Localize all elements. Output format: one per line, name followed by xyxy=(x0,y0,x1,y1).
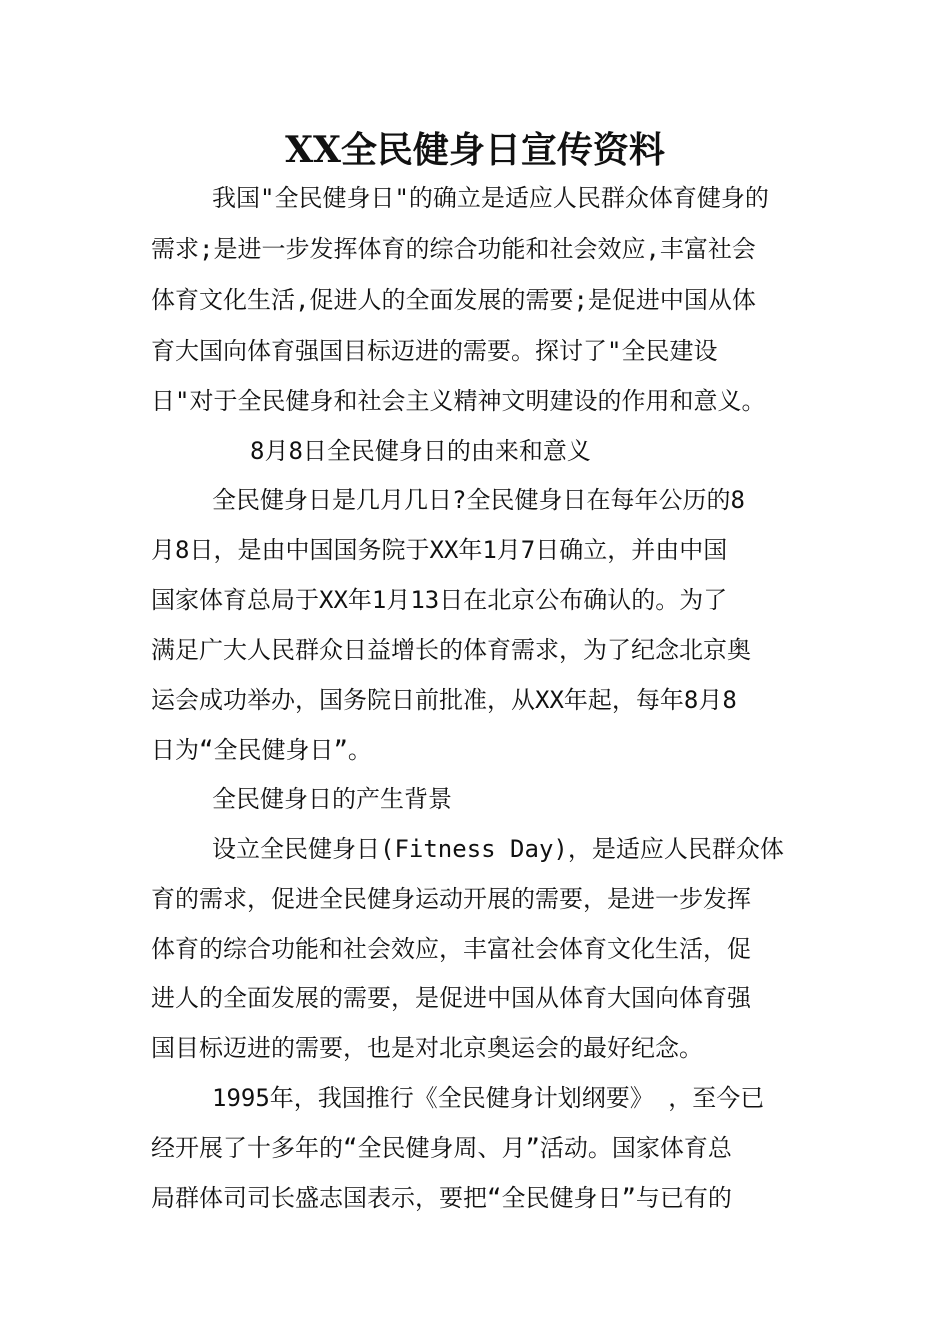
text-line-8: 月8日，是由中国国务院于XX年1月7日确立，并由中国 xyxy=(151,536,728,564)
document-title: XX全民健身日宣传资料 xyxy=(285,129,665,171)
text-line-1: 我国"全民健身日"的确立是适应人民群众体育健身的 xyxy=(212,184,769,212)
text-line-16: 体育的综合功能和社会效应，丰富社会体育文化生活，促 xyxy=(151,935,751,963)
text-line-17: 进人的全面发展的需要，是促进中国从体育大国向体育强 xyxy=(151,984,751,1012)
text-line-19: 1995年，我国推行《全民健身计划纲要》 ，至今已 xyxy=(212,1084,765,1112)
text-line-21: 局群体司司长盛志国表示，要把“全民健身日”与已有的 xyxy=(151,1184,732,1212)
text-line-9: 国家体育总局于XX年1月13日在北京公布确认的。为了 xyxy=(151,586,728,614)
section-heading-background: 全民健身日的产生背景 xyxy=(212,785,452,813)
section-heading-origin: 8月8日全民健身日的由来和意义 xyxy=(250,437,591,465)
text-line-4: 育大国向体育强国目标迈进的需要。探讨了"全民建设 xyxy=(151,337,718,365)
text-line-3: 体育文化生活,促进人的全面发展的需要;是促进中国从体 xyxy=(151,286,756,314)
text-line-15: 育的需求，促进全民健身运动开展的需要，是进一步发挥 xyxy=(151,885,751,913)
text-line-10: 满足广大人民群众日益增长的体育需求，为了纪念北京奥 xyxy=(151,636,751,664)
text-line-5: 日"对于全民健身和社会主义精神文明建设的作用和意义。 xyxy=(151,387,766,415)
text-line-11: 运会成功举办，国务院日前批准，从XX年起，每年8月8 xyxy=(151,686,737,714)
text-line-7: 全民健身日是几月几日?全民健身日在每年公历的8 xyxy=(212,486,745,514)
text-line-12: 日为“全民健身日”。 xyxy=(151,736,372,764)
text-line-18: 国目标迈进的需要，也是对北京奥运会的最好纪念。 xyxy=(151,1034,703,1062)
text-line-2: 需求;是进一步发挥体育的综合功能和社会效应,丰富社会 xyxy=(151,235,756,263)
text-line-14: 设立全民健身日(Fitness Day)，是适应人民群众体 xyxy=(212,835,784,863)
text-line-20: 经开展了十多年的“全民健身周、月”活动。国家体育总 xyxy=(151,1134,732,1162)
